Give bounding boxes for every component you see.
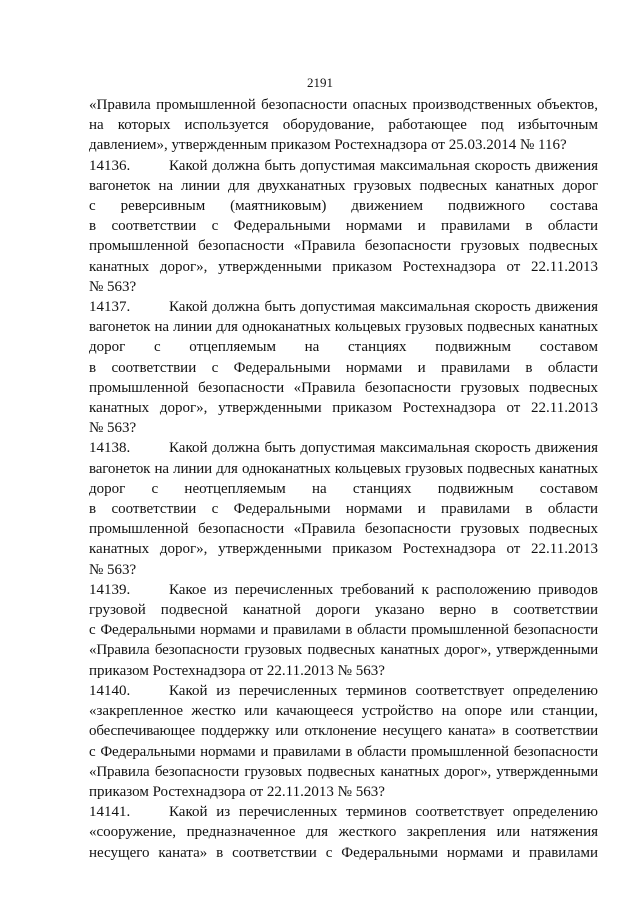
question-number: 14138. — [89, 440, 131, 457]
question-14137 — [89, 297, 598, 438]
intro-line: давлением», утвержденным приказом Ростехнадзора от 25.03.2014 № 116? — [89, 137, 567, 154]
question-line: канатных дорог», утвержденными приказом Ростехнадзора от 22.11.2013 — [89, 541, 598, 558]
question-text: Какой должна быть допустимая максимальная скорость движения — [169, 299, 598, 316]
question-line: приказом Ростехнадзора от 22.11.2013 № 563? — [89, 662, 385, 679]
question-line: приказом Ростехнадзора от 22.11.2013 № 563? — [89, 783, 385, 800]
question-line: дорог с неотцепляемым на станциях подвижным составом — [89, 480, 598, 497]
question-first-line — [89, 681, 598, 701]
question-line: № 563? — [89, 420, 137, 437]
question-14138 — [89, 438, 598, 579]
question-line: канатных дорог», утвержденными приказом Ростехнадзора от 22.11.2013 — [89, 400, 598, 417]
question-first-line — [89, 580, 598, 600]
question-text: Какой должна быть допустимая максимальная скорость движения — [169, 440, 598, 457]
question-first-line — [89, 156, 598, 176]
question-line: с реверсивным (маятниковым) движением подвижного состава — [89, 198, 598, 215]
question-line: несущего каната» в соответствии с Федеральными нормами и правилами — [89, 844, 598, 861]
question-text: Какое из перечисленных требований к расположению приводов — [169, 581, 598, 598]
question-text: Какой из перечисленных терминов соответствует определению — [169, 682, 598, 699]
question-line: вагонеток на линии для одноканатных кольцевых грузовых подвесных канатных — [89, 460, 598, 477]
question-line: обеспечивающее поддержку или отклонение несущего каната» в соответствии — [89, 723, 598, 740]
question-number: 14140. — [89, 682, 131, 699]
question-14141 — [89, 802, 598, 863]
question-line: грузовой подвесной канатной дороги указано верно в соответствии — [89, 602, 598, 619]
question-line: «Правила безопасности грузовых подвесных канатных дорог», утвержденными — [89, 642, 598, 659]
question-14140 — [89, 681, 598, 802]
question-line: вагонеток на линии для одноканатных кольцевых грузовых подвесных канатных — [89, 319, 598, 336]
question-line: вагонеток на линии для двухканатных грузовых подвесных канатных дорог — [89, 177, 598, 194]
question-number: 14137. — [89, 299, 131, 316]
question-line: канатных дорог», утвержденными приказом Ростехнадзора от 22.11.2013 — [89, 258, 598, 275]
question-14136 — [89, 156, 598, 297]
question-14139 — [89, 580, 598, 681]
question-number: 14141. — [89, 804, 131, 821]
page-number: 2191 — [307, 75, 333, 90]
question-line: № 563? — [89, 561, 137, 578]
question-line: «Правила безопасности грузовых подвесных канатных дорог», утвержденными — [89, 763, 598, 780]
question-line: «закрепленное жестко или качающееся устройство на опоре или станции, — [89, 703, 598, 720]
question-line: промышленной безопасности «Правила безопасности грузовых подвесных — [89, 379, 598, 396]
question-line: в соответствии с Федеральными нормами и правилами в области — [89, 501, 598, 518]
question-first-line — [89, 802, 598, 822]
document-body — [89, 95, 598, 863]
intro-line: на которых используется оборудование, работающее под избыточным — [89, 117, 598, 134]
question-line: в соответствии с Федеральными нормами и правилами в области — [89, 218, 598, 235]
question-text: Какой из перечисленных терминов соответствует определению — [169, 804, 598, 821]
question-line: с Федеральными нормами и правилами в области промышленной безопасности — [89, 743, 598, 760]
question-first-line — [89, 438, 598, 458]
question-line: дорог с отцепляемым на станциях подвижным составом — [89, 339, 598, 356]
question-line: промышленной безопасности «Правила безопасности грузовых подвесных — [89, 238, 598, 255]
question-first-line — [89, 297, 598, 317]
intro-line: «Правила промышленной безопасности опасных производственных объектов, — [89, 97, 598, 113]
question-line: с Федеральными нормами и правилами в области промышленной безопасности — [89, 622, 598, 639]
question-line: «сооружение, предназначенное для жесткого закрепления или натяжения — [89, 824, 598, 841]
question-line: № 563? — [89, 278, 137, 295]
question-number: 14139. — [89, 581, 131, 598]
question-text: Какой должна быть допустимая максимальная скорость движения — [169, 157, 598, 174]
intro-paragraph — [89, 95, 598, 156]
question-line: промышленной безопасности «Правила безопасности грузовых подвесных — [89, 521, 598, 538]
question-number: 14136. — [89, 157, 131, 174]
question-line: в соответствии с Федеральными нормами и правилами в области — [89, 359, 598, 376]
